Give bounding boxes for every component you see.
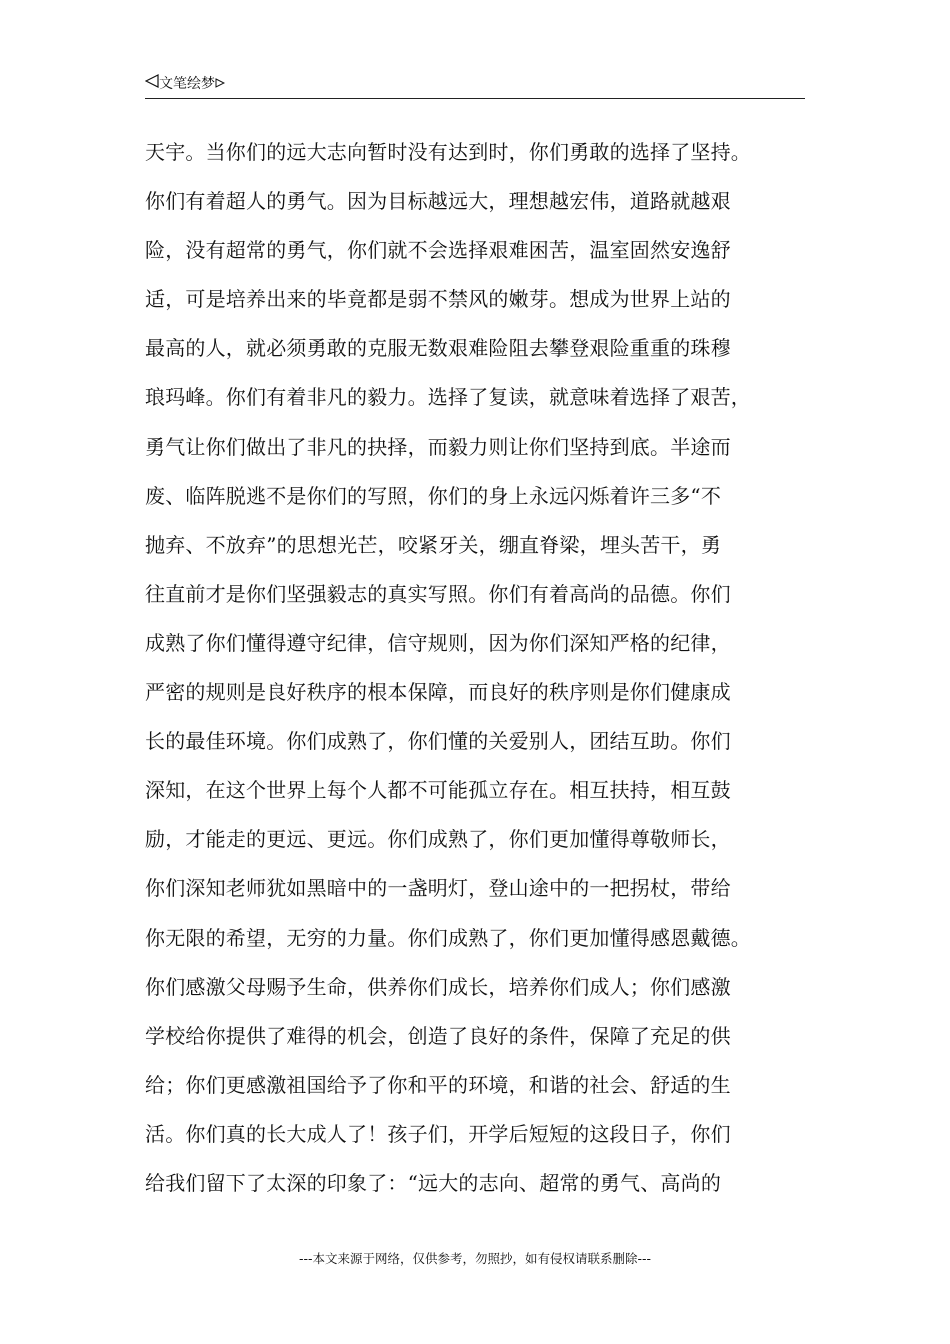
body-line: 你们感激父母赐予生命，供养你们成长，培养你们成人；你们感激	[145, 974, 731, 999]
triangle-left-icon	[145, 74, 159, 94]
body-line: 抛弃、不放弃”的思想光芒，咬紧牙关，绷直脊梁，埋头苦干，勇	[145, 532, 722, 557]
body-line: 勇气让你们做出了非凡的抉择，而毅力则让你们坚持到底。半途而	[145, 434, 731, 459]
body-line: 深知，在这个世界上每个人都不可能孤立存在。相互扶持，相互鼓	[145, 778, 731, 803]
body-line: 天宇。当你们的远大志向暂时没有达到时，你们勇敢的选择了坚持。	[145, 140, 751, 164]
body-line: 险，没有超常的勇气，你们就不会选择艰难困苦，温室固然安逸舒	[145, 238, 731, 263]
body-line: 学校给你提供了难得的机会，创造了良好的条件，保障了充足的供	[145, 1023, 731, 1048]
body-line: 给我们留下了太深的印象了：“远大的志向、超常的勇气、高尚的	[145, 1170, 722, 1195]
body-line: 废、临阵脱逃不是你们的写照，你们的身上永远闪烁着许三多“不	[145, 483, 722, 508]
header-brand: 文笔绘梦	[159, 76, 215, 92]
body-line: 最高的人，就必须勇敢的克服无数艰难险阻去攀登艰险重重的珠穆	[145, 336, 731, 361]
body-line: 励，才能走的更远、更远。你们成熟了，你们更加懂得尊敬师长，	[145, 827, 731, 852]
body-line: 你无限的希望，无穷的力量。你们成熟了，你们更加懂得感恩戴德。	[145, 925, 751, 950]
body-line: 琅玛峰。你们有着非凡的毅力。选择了复读，就意味着选择了艰苦，	[145, 385, 751, 410]
triangle-right-icon	[215, 74, 225, 94]
body-line: 长的最佳环境。你们成熟了，你们懂的关爱别人，团结互助。你们	[145, 729, 731, 754]
body-line: 往直前才是你们坚强毅志的真实写照。你们有着高尚的品德。你们	[145, 581, 731, 606]
page-header	[145, 74, 805, 99]
body-line: 成熟了你们懂得遵守纪律，信守规则，因为你们深知严格的纪律，	[145, 630, 731, 655]
document-body	[145, 128, 825, 1208]
body-line: 你们深知老师犹如黑暗中的一盏明灯，登山途中的一把拐杖，带给	[145, 876, 731, 901]
body-line: 适，可是培养出来的毕竟都是弱不禁风的嫩芽。想成为世界上站的	[145, 287, 731, 312]
body-line: 给；你们更感激祖国给予了你和平的环境，和谐的社会、舒适的生	[145, 1072, 731, 1097]
footer-notice: ---本文来源于网络，仅供参考，勿照抄，如有侵权请联系删除---	[298, 1251, 652, 1266]
body-line: 你们有着超人的勇气。因为目标越远大，理想越宏伟，道路就越艰	[145, 189, 731, 214]
body-line: 严密的规则是良好秩序的根本保障，而良好的秩序则是你们健康成	[145, 680, 731, 705]
body-line: 活。你们真的长大成人了！孩子们，开学后短短的这段日子，你们	[145, 1121, 731, 1146]
